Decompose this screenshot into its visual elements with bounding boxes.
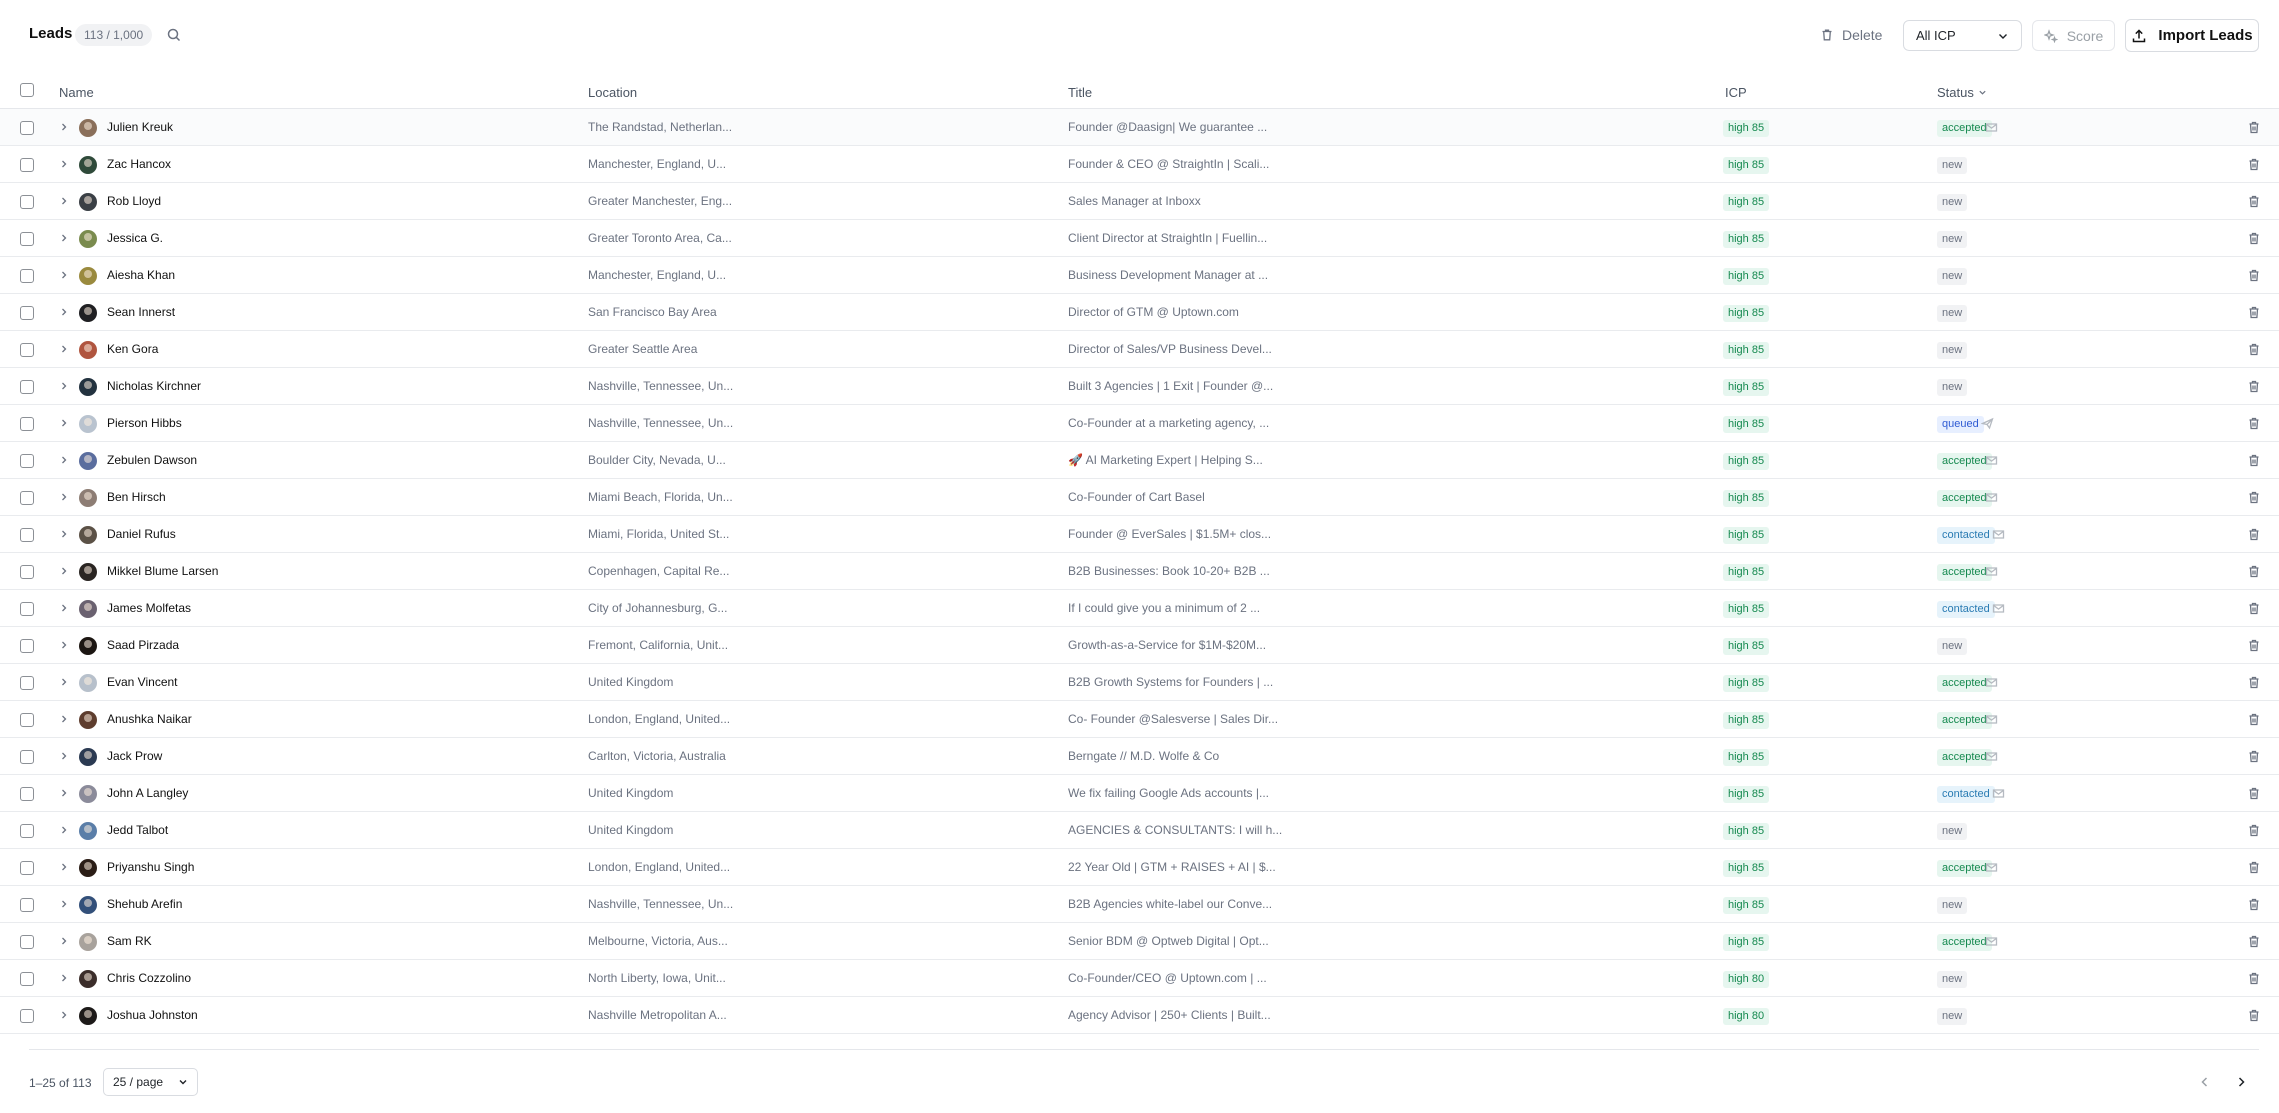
avatar — [79, 230, 97, 248]
lead-location: Manchester, England, U... — [588, 268, 727, 282]
chevron-right-icon[interactable] — [59, 640, 69, 650]
avatar — [79, 600, 97, 618]
lead-title: B2B Growth Systems for Founders | ... — [1068, 675, 1274, 689]
chevron-right-icon[interactable] — [59, 307, 69, 317]
icp-badge: high 80 — [1723, 1008, 1769, 1025]
status-badge: new — [1937, 823, 1967, 840]
row-checkbox[interactable] — [20, 121, 34, 135]
lead-location: Greater Toronto Area, Ca... — [588, 231, 732, 245]
avatar — [79, 933, 97, 951]
chevron-right-icon[interactable] — [59, 159, 69, 169]
icp-badge: high 85 — [1723, 860, 1769, 877]
mail-icon — [1985, 935, 1998, 948]
lead-title: Director of GTM @ Uptown.com — [1068, 305, 1239, 319]
mail-icon — [1985, 491, 1998, 504]
lead-title: Growth-as-a-Service for $1M-$20M... — [1068, 638, 1267, 652]
table-row[interactable] — [0, 701, 2279, 738]
trash-icon[interactable] — [2248, 972, 2260, 985]
toolbar — [0, 0, 2279, 70]
icp-badge: high 85 — [1723, 638, 1769, 655]
lead-location: Carlton, Victoria, Australia — [588, 749, 726, 763]
icp-badge: high 85 — [1723, 934, 1769, 951]
lead-title: Built 3 Agencies | 1 Exit | Founder @... — [1068, 379, 1274, 393]
status-badge: new — [1937, 305, 1967, 322]
sparkles-icon — [2044, 29, 2058, 43]
lead-title: Sales Manager at Inboxx — [1068, 194, 1201, 208]
score-button[interactable] — [2032, 20, 2115, 51]
lead-location: Greater Manchester, Eng... — [588, 194, 733, 208]
row-checkbox[interactable] — [20, 454, 34, 468]
icp-badge: high 85 — [1723, 416, 1769, 433]
trash-icon[interactable] — [2248, 158, 2260, 171]
avatar — [79, 563, 97, 581]
column-header-status-label: Status — [1937, 85, 1974, 100]
avatar — [79, 896, 97, 914]
lead-location: Nashville, Tennessee, Un... — [588, 416, 734, 430]
status-badge: new — [1937, 1008, 1967, 1025]
status-badge: accepted — [1937, 934, 1992, 951]
lead-title: Co-Founder/CEO @ Uptown.com | ... — [1068, 971, 1267, 985]
delete-button[interactable] — [1820, 22, 1882, 48]
trash-icon[interactable] — [2248, 861, 2260, 874]
avatar — [79, 119, 97, 137]
status-badge: new — [1937, 638, 1967, 655]
status-badge: new — [1937, 971, 1967, 988]
trash-icon[interactable] — [2248, 565, 2260, 578]
chevron-right-icon[interactable] — [59, 677, 69, 687]
row-checkbox[interactable] — [20, 1009, 34, 1023]
table-row[interactable] — [0, 442, 2279, 479]
lead-name[interactable]: Rob Lloyd — [107, 194, 162, 208]
status-badge: contacted — [1937, 786, 1995, 803]
chevron-right-icon[interactable] — [59, 1010, 69, 1020]
lead-name[interactable]: Zac Hancox — [107, 157, 172, 171]
lead-location: Manchester, England, U... — [588, 157, 727, 171]
avatar — [79, 674, 97, 692]
table-row[interactable] — [0, 294, 2279, 331]
icp-badge: high 85 — [1723, 712, 1769, 729]
icp-badge: high 85 — [1723, 379, 1769, 396]
lead-count-badge: 113 / 1,000 — [75, 24, 152, 46]
chevron-right-icon[interactable] — [59, 825, 69, 835]
lead-location: Copenhagen, Capital Re... — [588, 564, 730, 578]
lead-name[interactable]: Nicholas Kirchner — [107, 379, 202, 393]
chevron-down-icon — [178, 1077, 188, 1087]
lead-location: Miami, Florida, United St... — [588, 527, 730, 541]
row-checkbox[interactable] — [20, 676, 34, 690]
table-body — [0, 109, 2279, 1034]
table-row[interactable] — [0, 368, 2279, 405]
lead-location: London, England, United... — [588, 712, 731, 726]
lead-location: United Kingdom — [588, 823, 674, 837]
lead-name[interactable]: Aiesha Khan — [107, 268, 176, 282]
lead-name[interactable]: Jack Prow — [107, 749, 163, 763]
status-badge: accepted — [1937, 120, 1992, 137]
row-checkbox[interactable] — [20, 565, 34, 579]
trash-icon[interactable] — [2248, 639, 2260, 652]
mail-icon — [1985, 676, 1998, 689]
table-row[interactable] — [0, 960, 2279, 997]
row-checkbox[interactable] — [20, 824, 34, 838]
search-icon[interactable] — [166, 27, 182, 43]
row-checkbox[interactable] — [20, 750, 34, 764]
row-checkbox[interactable] — [20, 787, 34, 801]
status-badge: accepted — [1937, 749, 1992, 766]
icp-badge: high 85 — [1723, 268, 1769, 285]
icp-badge: high 85 — [1723, 194, 1769, 211]
lead-title: Co-Founder at a marketing agency, ... — [1068, 416, 1270, 430]
status-badge: new — [1937, 268, 1967, 285]
table-row[interactable] — [0, 923, 2279, 960]
lead-title: If I could give you a minimum of 2 ... — [1068, 601, 1261, 615]
table-row[interactable] — [0, 405, 2279, 442]
row-checkbox[interactable] — [20, 195, 34, 209]
lead-name[interactable]: Jessica G. — [107, 231, 164, 245]
trash-icon[interactable] — [2248, 417, 2260, 430]
icp-badge: high 85 — [1723, 786, 1769, 803]
table-row[interactable] — [0, 812, 2279, 849]
chevron-right-icon[interactable] — [59, 899, 69, 909]
trash-icon[interactable] — [2248, 750, 2260, 763]
page-size-select[interactable] — [103, 1068, 198, 1096]
lead-title: Co- Founder @Salesverse | Sales Dir... — [1068, 712, 1279, 726]
row-checkbox[interactable] — [20, 972, 34, 986]
trash-icon[interactable] — [2248, 935, 2260, 948]
lead-name[interactable]: Priyanshu Singh — [107, 860, 195, 874]
lead-location: The Randstad, Netherlan... — [588, 120, 733, 134]
icp-badge: high 85 — [1723, 231, 1769, 248]
score-button-label: Score — [2066, 27, 2104, 44]
lead-name[interactable]: Sean Innerst — [107, 305, 176, 319]
icp-badge: high 85 — [1723, 490, 1769, 507]
table-row[interactable] — [0, 775, 2279, 812]
row-checkbox[interactable] — [20, 528, 34, 542]
table-row[interactable] — [0, 590, 2279, 627]
lead-title: B2B Agencies white-label our Conve... — [1068, 897, 1273, 911]
trash-icon — [1820, 28, 1834, 42]
avatar — [79, 822, 97, 840]
lead-name[interactable]: Anushka Naikar — [107, 712, 192, 726]
row-checkbox[interactable] — [20, 380, 34, 394]
table-row[interactable] — [0, 257, 2279, 294]
status-badge: new — [1937, 897, 1967, 914]
next-page-icon[interactable] — [2234, 1075, 2248, 1089]
lead-title: Business Development Manager at ... — [1068, 268, 1269, 282]
lead-location: Fremont, California, Unit... — [588, 638, 729, 652]
status-badge: contacted — [1937, 601, 1995, 618]
row-checkbox[interactable] — [20, 306, 34, 320]
chevron-right-icon[interactable] — [59, 788, 69, 798]
status-badge: accepted — [1937, 490, 1992, 507]
table-row[interactable] — [0, 183, 2279, 220]
trash-icon[interactable] — [2248, 898, 2260, 911]
import-leads-label: Import Leads — [2158, 27, 2253, 44]
chevron-right-icon[interactable] — [59, 492, 69, 502]
import-leads-button[interactable] — [2125, 19, 2259, 52]
column-header-title[interactable]: Title — [1068, 85, 1093, 100]
icp-badge: high 85 — [1723, 157, 1769, 174]
table-row[interactable] — [0, 997, 2279, 1034]
chevron-right-icon[interactable] — [59, 455, 69, 465]
icp-badge: high 85 — [1723, 305, 1769, 322]
row-checkbox[interactable] — [20, 861, 34, 875]
lead-name[interactable]: Joshua Johnston — [107, 1008, 198, 1022]
chevron-down-icon — [1997, 30, 2009, 42]
lead-location: Miami Beach, Florida, Un... — [588, 490, 733, 504]
trash-icon[interactable] — [2248, 454, 2260, 467]
trash-icon[interactable] — [2248, 491, 2260, 504]
chevron-right-icon[interactable] — [59, 418, 69, 428]
icp-badge: high 85 — [1723, 453, 1769, 470]
mail-icon — [1992, 602, 2005, 615]
column-header-status[interactable] — [1937, 85, 1987, 100]
column-header-icp[interactable]: ICP — [1725, 85, 1747, 100]
lead-name[interactable]: Shehub Arefin — [107, 897, 183, 911]
icp-badge: high 85 — [1723, 749, 1769, 766]
row-checkbox[interactable] — [20, 935, 34, 949]
lead-title: We fix failing Google Ads accounts |... — [1068, 786, 1269, 800]
chevron-right-icon[interactable] — [59, 270, 69, 280]
delete-button-label: Delete — [1842, 27, 1883, 43]
lead-name[interactable]: Chris Cozzolino — [107, 971, 192, 985]
table-row[interactable] — [0, 516, 2279, 553]
lead-name[interactable]: Zebulen Dawson — [107, 453, 198, 467]
status-badge: new — [1937, 231, 1967, 248]
icp-badge: high 85 — [1723, 601, 1769, 618]
lead-location: San Francisco Bay Area — [588, 305, 717, 319]
row-checkbox[interactable] — [20, 343, 34, 357]
trash-icon[interactable] — [2248, 676, 2260, 689]
page-title: Leads — [29, 25, 73, 42]
status-badge: new — [1937, 379, 1967, 396]
chevron-right-icon[interactable] — [59, 529, 69, 539]
lead-title: Client Director at StraightIn | Fuellin... — [1068, 231, 1268, 245]
mail-icon — [1985, 454, 1998, 467]
icp-badge: high 85 — [1723, 564, 1769, 581]
table-row[interactable] — [0, 738, 2279, 775]
trash-icon[interactable] — [2248, 343, 2260, 356]
icp-badge: high 85 — [1723, 120, 1769, 137]
avatar — [79, 711, 97, 729]
lead-name[interactable]: Julien Kreuk — [107, 120, 174, 134]
icp-badge: high 80 — [1723, 971, 1769, 988]
lead-name[interactable]: James Molfetas — [107, 601, 192, 615]
status-badge: new — [1937, 342, 1967, 359]
status-badge: accepted — [1937, 675, 1992, 692]
avatar — [79, 341, 97, 359]
table-header — [0, 76, 2279, 109]
lead-location: United Kingdom — [588, 786, 674, 800]
chevron-right-icon[interactable] — [59, 566, 69, 576]
upload-icon — [2131, 28, 2147, 44]
table-row[interactable] — [0, 479, 2279, 516]
lead-name[interactable]: Pierson Hibbs — [107, 416, 182, 430]
avatar — [79, 378, 97, 396]
lead-title: 22 Year Old | GTM + RAISES + AI | $... — [1068, 860, 1276, 874]
lead-location: London, England, United... — [588, 860, 731, 874]
lead-name[interactable]: Daniel Rufus — [107, 527, 176, 541]
row-checkbox[interactable] — [20, 417, 34, 431]
leads-table — [0, 76, 2279, 1034]
lead-name[interactable]: Evan Vincent — [107, 675, 178, 689]
mail-icon — [1992, 528, 2005, 541]
chevron-right-icon[interactable] — [59, 233, 69, 243]
mail-icon — [1985, 750, 1998, 763]
chevron-right-icon[interactable] — [59, 973, 69, 983]
status-badge: accepted — [1937, 712, 1992, 729]
lead-title: AGENCIES & CONSULTANTS: I will h... — [1068, 823, 1283, 837]
lead-title: Agency Advisor | 250+ Clients | Built... — [1068, 1008, 1271, 1022]
trash-icon[interactable] — [2248, 787, 2260, 800]
lead-name[interactable]: Ben Hirsch — [107, 490, 166, 504]
avatar — [79, 304, 97, 322]
status-badge: queued — [1937, 416, 1984, 433]
trash-icon[interactable] — [2248, 528, 2260, 541]
page-size-value: 25 / page — [113, 1075, 164, 1089]
mail-icon — [1985, 121, 1998, 134]
select-all-checkbox[interactable] — [20, 83, 34, 97]
table-row[interactable] — [0, 886, 2279, 923]
chevron-right-icon[interactable] — [59, 381, 69, 391]
pagination-range: 1–25 of 113 — [29, 1076, 92, 1090]
footer-divider — [29, 1049, 2259, 1050]
lead-location: Melbourne, Victoria, Aus... — [588, 934, 728, 948]
table-row[interactable] — [0, 146, 2279, 183]
lead-location: Nashville Metropolitan A... — [588, 1008, 727, 1022]
lead-name[interactable]: Ken Gora — [107, 342, 159, 356]
lead-title: Berngate // M.D. Wolfe & Co — [1068, 749, 1220, 763]
lead-location: Boulder City, Nevada, U... — [588, 453, 726, 467]
status-badge: new — [1937, 194, 1967, 211]
avatar — [79, 785, 97, 803]
chevron-right-icon[interactable] — [59, 603, 69, 613]
send-icon — [1981, 417, 1994, 430]
row-checkbox[interactable] — [20, 269, 34, 283]
lead-title: B2B Businesses: Book 10-20+ B2B ... — [1068, 564, 1270, 578]
lead-title: Founder & CEO @ StraightIn | Scali... — [1068, 157, 1270, 171]
row-checkbox[interactable] — [20, 232, 34, 246]
icp-filter-select[interactable] — [1903, 20, 2022, 51]
trash-icon[interactable] — [2248, 713, 2260, 726]
lead-location: Greater Seattle Area — [588, 342, 698, 356]
avatar — [79, 489, 97, 507]
status-badge: new — [1937, 157, 1967, 174]
table-row[interactable] — [0, 220, 2279, 257]
lead-title: Founder @Daasign| We guarantee ... — [1068, 120, 1268, 134]
mail-icon — [1985, 861, 1998, 874]
mail-icon — [1992, 787, 2005, 800]
lead-location: North Liberty, Iowa, Unit... — [588, 971, 726, 985]
chevron-right-icon[interactable] — [59, 122, 69, 132]
icp-badge: high 85 — [1723, 675, 1769, 692]
sort-chevron-icon — [1978, 88, 1987, 97]
avatar — [79, 970, 97, 988]
row-checkbox[interactable] — [20, 602, 34, 616]
icp-badge: high 85 — [1723, 823, 1769, 840]
trash-icon[interactable] — [2248, 306, 2260, 319]
trash-icon[interactable] — [2248, 232, 2260, 245]
avatar — [79, 526, 97, 544]
lead-name[interactable]: Mikkel Blume Larsen — [107, 564, 219, 578]
chevron-right-icon[interactable] — [59, 936, 69, 946]
lead-title: 🚀 AI Marketing Expert | Helping S... — [1068, 453, 1263, 467]
status-badge: accepted — [1937, 453, 1992, 470]
avatar — [79, 748, 97, 766]
row-checkbox[interactable] — [20, 898, 34, 912]
lead-name[interactable]: Sam RK — [107, 934, 152, 948]
status-badge: contacted — [1937, 527, 1995, 544]
chevron-right-icon[interactable] — [59, 862, 69, 872]
lead-title: Co-Founder of Cart Basel — [1068, 490, 1205, 504]
lead-location: Nashville, Tennessee, Un... — [588, 897, 734, 911]
lead-name[interactable]: John A Langley — [107, 786, 189, 800]
table-row[interactable] — [0, 109, 2279, 146]
trash-icon[interactable] — [2248, 824, 2260, 837]
avatar — [79, 637, 97, 655]
chevron-right-icon[interactable] — [59, 714, 69, 724]
avatar — [79, 415, 97, 433]
lead-title: Senior BDM @ Optweb Digital | Opt... — [1068, 934, 1269, 948]
icp-badge: high 85 — [1723, 342, 1769, 359]
status-badge: accepted — [1937, 860, 1992, 877]
chevron-right-icon[interactable] — [59, 344, 69, 354]
status-badge: accepted — [1937, 564, 1992, 581]
table-row[interactable] — [0, 553, 2279, 590]
mail-icon — [1985, 713, 1998, 726]
row-checkbox[interactable] — [20, 491, 34, 505]
icp-filter-value: All ICP — [1916, 28, 1956, 43]
avatar — [79, 452, 97, 470]
row-checkbox[interactable] — [20, 713, 34, 727]
trash-icon[interactable] — [2248, 121, 2260, 134]
trash-icon[interactable] — [2248, 602, 2260, 615]
column-header-name[interactable]: Name — [59, 85, 94, 100]
lead-name[interactable]: Jedd Talbot — [107, 823, 169, 837]
chevron-right-icon[interactable] — [59, 196, 69, 206]
avatar — [79, 1007, 97, 1025]
trash-icon[interactable] — [2248, 269, 2260, 282]
avatar — [79, 267, 97, 285]
lead-name[interactable]: Saad Pirzada — [107, 638, 180, 652]
lead-title: Founder @ EverSales | $1.5M+ clos... — [1068, 527, 1272, 541]
trash-icon[interactable] — [2248, 380, 2260, 393]
row-checkbox[interactable] — [20, 639, 34, 653]
table-row[interactable] — [0, 849, 2279, 886]
avatar — [79, 193, 97, 211]
lead-location: Nashville, Tennessee, Un... — [588, 379, 734, 393]
row-checkbox[interactable] — [20, 158, 34, 172]
icp-badge: high 85 — [1723, 527, 1769, 544]
avatar — [79, 156, 97, 174]
lead-location: United Kingdom — [588, 675, 674, 689]
trash-icon[interactable] — [2248, 195, 2260, 208]
table-row[interactable] — [0, 664, 2279, 701]
lead-title: Director of Sales/VP Business Devel... — [1068, 342, 1272, 356]
lead-location: City of Johannesburg, G... — [588, 601, 728, 615]
icp-badge: high 85 — [1723, 897, 1769, 914]
mail-icon — [1985, 565, 1998, 578]
trash-icon[interactable] — [2248, 1009, 2260, 1022]
previous-page-icon[interactable] — [2198, 1075, 2212, 1089]
table-row[interactable] — [0, 627, 2279, 664]
chevron-right-icon[interactable] — [59, 751, 69, 761]
avatar — [79, 859, 97, 877]
column-header-location[interactable]: Location — [588, 85, 638, 100]
table-row[interactable] — [0, 331, 2279, 368]
